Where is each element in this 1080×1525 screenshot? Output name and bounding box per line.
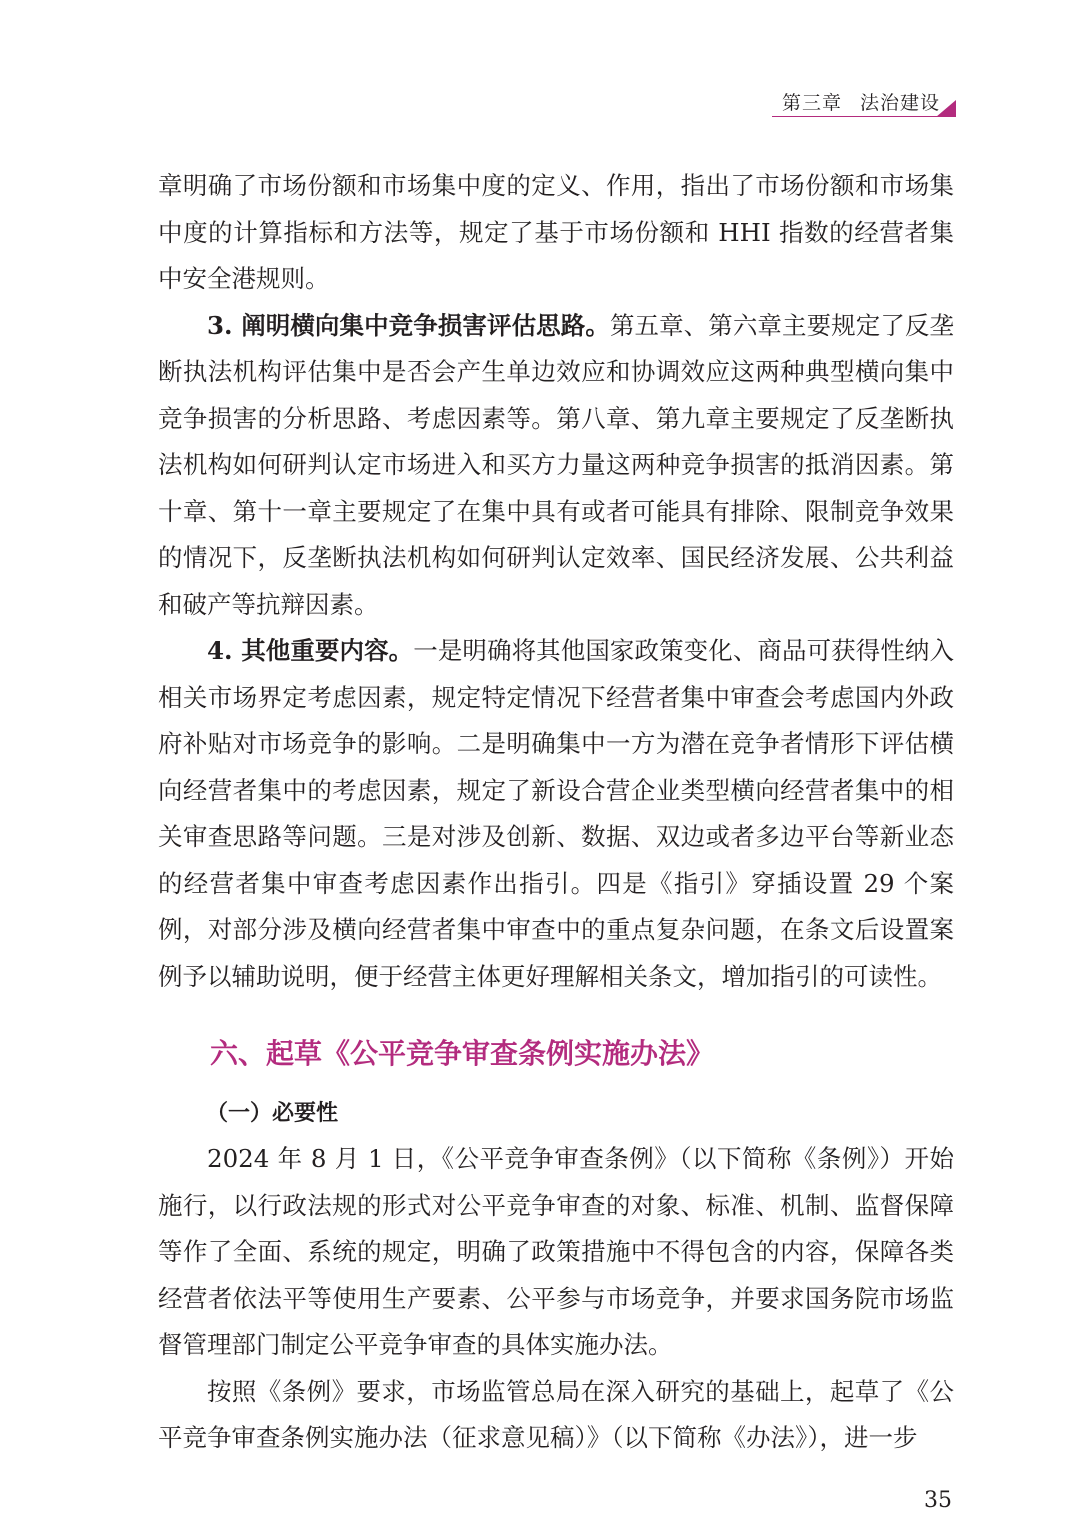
paragraph-heading: 4. 其他重要内容。 (207, 636, 414, 665)
running-header (764, 88, 940, 115)
paragraph (158, 628, 954, 1000)
paragraph: 2024 年 8 月 1 日，《公平竞争审查条例》（以下简称《条例》）开始施行，以行政法规的形式对公平竞争审查的对象、标准、机制、监督保障等作了全面、系统的规定，明确了政策措施中不得包含的内容，保障各类经营者依法平等使用生产要素、公平参与市场竞争，并要求国务院市场监督管理部门制定公平竞争审查的具体实施办法。 (158, 1144, 954, 1359)
chapter-title: 法治建设 (859, 92, 940, 114)
header-triangle-icon (936, 100, 956, 117)
section-title: 六、起草《公平竞争审查条例实施办法》 (210, 1037, 715, 1070)
paragraph-text: 一是明确将其他国家政策变化、商品可获得性纳入相关市场界定考虑因素，规定特定情况下经营者集中审查会考虑国内外政府补贴对市场竞争的影响。二是明确集中一方为潜在竞争者情形下评估横向经营者集中的考虑因素，规定了新设合营企业类型横向经营者集中的相关审查思路等问题。三是对涉及创新、数据、双边或者多边平台等新业态的经营者集中审查考虑因素作出指引。四是《指引》穿插设置 29 个案例，对部分涉及横向经营者集中审查中的重点复杂问题，在条文后设置案例予以辅助说明，便于经营主体更好理解相关条文，增加指引的可读性。 (158, 636, 954, 991)
paragraph-heading: 3. 阐明横向集中竞争损害评估思路。 (207, 310, 610, 340)
header-rule (772, 116, 946, 117)
paragraph: 章明确了市场份额和市场集中度的定义、作用，指出了市场份额和市场集中度的计算指标和方法等，规定了基于市场份额和 HHI 指数的经营者集中安全港规则。 (158, 171, 954, 293)
page-body (158, 163, 954, 1462)
chapter-label: 第三章 (781, 92, 842, 114)
paragraph: 按照《条例》要求，市场监管总局在深入研究的基础上，起草了《公平竞争审查条例实施办法（征求意见稿）》（以下简称《办法》），进一步 (158, 1376, 954, 1452)
paragraph-text: 第五章、第六章主要规定了反垄断执法机构评估集中是否会产生单边效应和协调效应这两种典型横向集中竞争损害的分析思路、考虑因素等。第八章、第九章主要规定了反垄断执法机构如何研判认定市场进入和买方力量这两种竞争损害的抵消因素。第十章、第十一章主要规定了在集中具有或者可能具有排除、限制竞争效果的情况下，反垄断执法机构如何研判认定效率、国民经济发展、公共利益和破产等抗辩因素。 (158, 310, 955, 619)
paragraph (158, 303, 954, 629)
subsection-title: （一）必要性 (206, 1101, 339, 1126)
page-number: 35 (924, 1488, 952, 1513)
